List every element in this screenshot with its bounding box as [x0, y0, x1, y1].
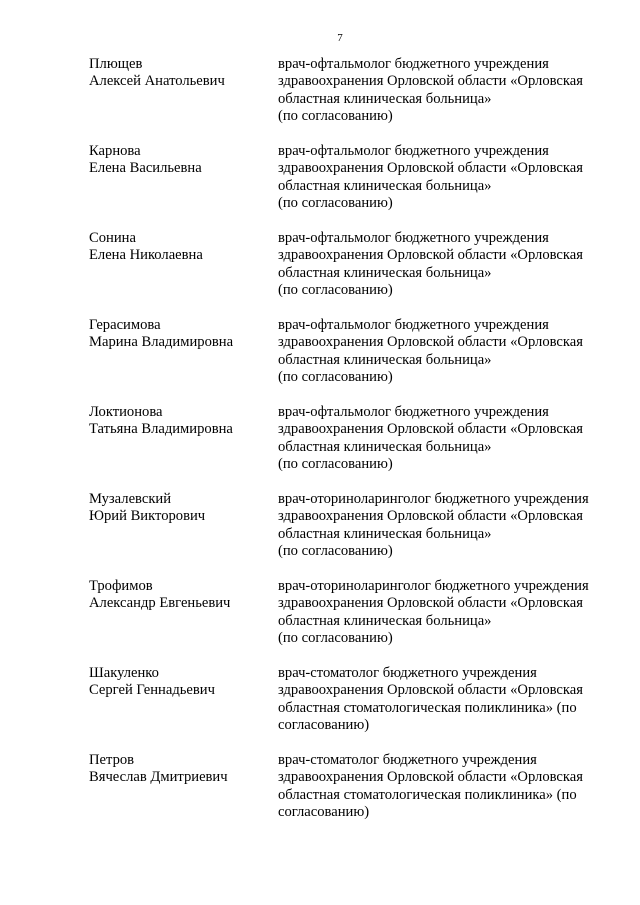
- position-line: врач-офтальмолог бюджетного учреждения: [278, 317, 549, 333]
- person-given-names: Александр Евгеньевич: [89, 595, 231, 612]
- position-line: здравоохранения Орловской области «Орловская: [278, 682, 583, 699]
- list-item: [89, 230, 619, 317]
- position-line: здравоохранения Орловской области «Орловская: [278, 247, 583, 264]
- person-position: [278, 578, 618, 648]
- position-line: (по согласованию): [278, 282, 393, 299]
- position-line: согласованию): [278, 804, 370, 821]
- person-surname: Локтионова: [89, 404, 163, 420]
- list-item: [89, 56, 619, 143]
- person-name: [89, 578, 269, 613]
- position-line: (по согласованию): [278, 369, 393, 386]
- page-number: 7: [337, 32, 343, 44]
- position-line: (по согласованию): [278, 543, 393, 560]
- person-surname: Музалевский: [89, 491, 172, 507]
- position-line: здравоохранения Орловской области «Орловская: [278, 160, 583, 177]
- position-line: здравоохранения Орловской области «Орловская: [278, 769, 583, 786]
- person-position: [278, 404, 618, 474]
- position-line: (по согласованию): [278, 195, 393, 212]
- person-surname: Герасимова: [89, 317, 161, 333]
- person-surname: Карнова: [89, 143, 141, 159]
- person-surname: Трофимов: [89, 578, 153, 594]
- person-name: [89, 752, 269, 787]
- position-line: врач-стоматолог бюджетного учреждения: [278, 665, 537, 681]
- position-line: здравоохранения Орловской области «Орловская: [278, 421, 583, 438]
- person-given-names: Алексей Анатольевич: [89, 73, 225, 90]
- position-line: врач-офтальмолог бюджетного учреждения: [278, 143, 549, 159]
- list-item: [89, 578, 619, 665]
- position-line: (по согласованию): [278, 630, 393, 647]
- position-line: здравоохранения Орловской области «Орловская: [278, 73, 583, 90]
- position-line: областная клиническая больница»: [278, 612, 492, 629]
- person-name: [89, 143, 269, 178]
- person-name: [89, 404, 269, 439]
- members-list: [89, 56, 619, 839]
- position-line: согласованию): [278, 717, 370, 734]
- list-item: [89, 143, 619, 230]
- list-item: [89, 404, 619, 491]
- position-line: (по согласованию): [278, 456, 393, 473]
- position-line: областная клиническая больница»: [278, 264, 492, 281]
- position-line: врач-оториноларинголог бюджетного учреждения: [278, 491, 589, 507]
- person-given-names: Юрий Викторович: [89, 508, 206, 525]
- person-surname: Петров: [89, 752, 135, 768]
- position-line: здравоохранения Орловской области «Орловская: [278, 595, 583, 612]
- list-item: [89, 491, 619, 578]
- person-position: [278, 56, 618, 126]
- person-name: [89, 317, 269, 352]
- person-given-names: Марина Владимировна: [89, 334, 234, 351]
- position-line: областная клиническая больница»: [278, 438, 492, 455]
- position-line: областная клиническая больница»: [278, 177, 492, 194]
- position-line: областная клиническая больница»: [278, 525, 492, 542]
- position-line: здравоохранения Орловской области «Орловская: [278, 334, 583, 351]
- position-line: областная клиническая больница»: [278, 351, 492, 368]
- position-line: врач-офтальмолог бюджетного учреждения: [278, 230, 549, 246]
- person-given-names: Елена Николаевна: [89, 247, 203, 264]
- position-line: врач-офтальмолог бюджетного учреждения: [278, 404, 549, 420]
- position-line: врач-офтальмолог бюджетного учреждения: [278, 56, 549, 72]
- person-name: [89, 491, 269, 526]
- position-line: областная стоматологическая поликлиника» (по: [278, 699, 577, 716]
- list-item: [89, 317, 619, 404]
- person-surname: Плющев: [89, 56, 143, 72]
- list-item: [89, 665, 619, 752]
- position-line: врач-оториноларинголог бюджетного учреждения: [278, 578, 589, 594]
- person-given-names: Сергей Геннадьевич: [89, 682, 215, 699]
- person-name: [89, 230, 269, 265]
- person-position: [278, 752, 618, 822]
- person-position: [278, 230, 618, 300]
- person-position: [278, 491, 618, 561]
- person-position: [278, 317, 618, 387]
- position-line: областная стоматологическая поликлиника» (по: [278, 786, 577, 803]
- person-given-names: Вячеслав Дмитриевич: [89, 769, 228, 786]
- person-name: [89, 665, 269, 700]
- person-surname: Сонина: [89, 230, 136, 246]
- person-given-names: Татьяна Владимировна: [89, 421, 233, 438]
- person-position: [278, 665, 618, 735]
- person-given-names: Елена Васильевна: [89, 160, 202, 177]
- person-name: [89, 56, 269, 91]
- position-line: (по согласованию): [278, 108, 393, 125]
- person-position: [278, 143, 618, 213]
- position-line: врач-стоматолог бюджетного учреждения: [278, 752, 537, 768]
- person-surname: Шакуленко: [89, 665, 159, 681]
- position-line: здравоохранения Орловской области «Орловская: [278, 508, 583, 525]
- list-item: [89, 752, 619, 839]
- position-line: областная клиническая больница»: [278, 90, 492, 107]
